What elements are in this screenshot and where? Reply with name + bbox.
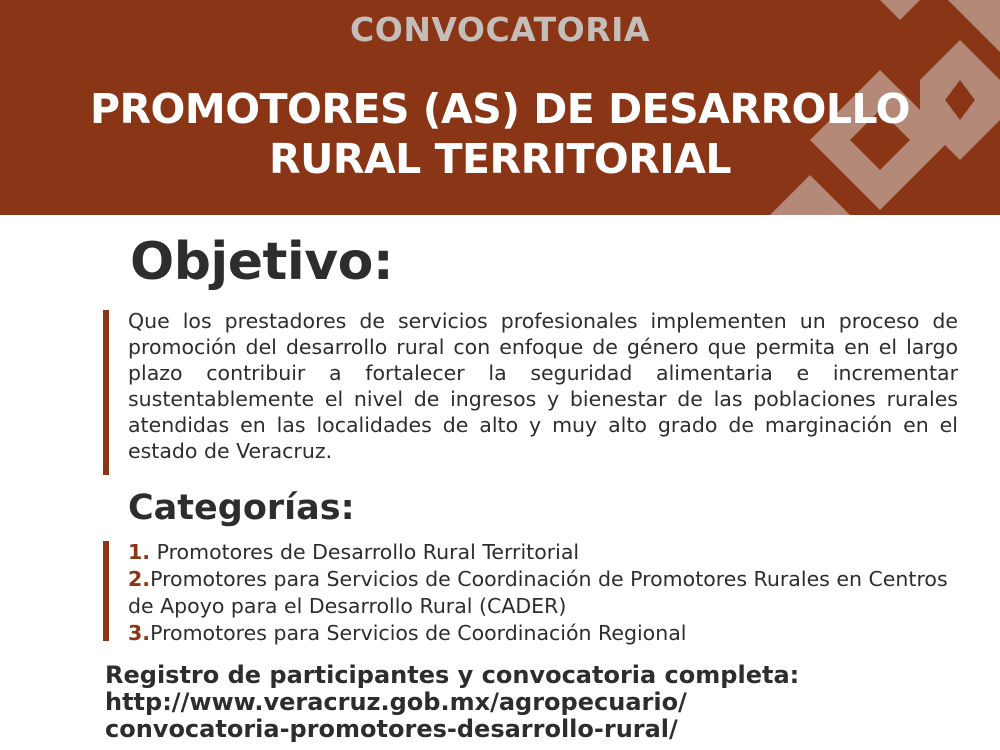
- categories-list: [128, 539, 978, 647]
- convocatoria-label: CONVOCATORIA: [350, 10, 650, 49]
- objective-accent-bar: [103, 310, 109, 475]
- title-line-1: PROMOTORES (AS) DE DESARROLLO: [89, 85, 911, 133]
- title-line-2: RURAL TERRITORIAL: [269, 135, 731, 183]
- registration-block: [105, 662, 985, 743]
- registration-url-line-1[interactable]: http://www.veracruz.gob.mx/agropecuario/: [105, 688, 687, 716]
- list-item-number: 1.: [128, 540, 151, 564]
- registration-url-line-2[interactable]: convocatoria-promotores-desarrollo-rural/: [105, 715, 678, 743]
- objective-text: Que los prestadores de servicios profesionales implementen un proceso de promoción del desarrollo rural con enfoque de género que permita en el largo plazo contribuir a fortalecer la seguridad alimentaria e incrementar sustentablemente el nivel de ingresos y bienestar de las poblaciones rurales atendidas en las localidades de alto y muy alto grado de marginación en el estado de Veracruz.: [128, 309, 958, 463]
- page-title: [40, 84, 960, 184]
- categories-heading: Categorías:: [128, 488, 355, 528]
- list-item-text: Promotores de Desarrollo Rural Territorial: [150, 540, 580, 564]
- categories-accent-bar: [103, 541, 109, 641]
- list-item-text: Promotores para Servicios de Coordinación Regional: [150, 621, 687, 645]
- list-item-text: Promotores para Servicios de Coordinación de Promotores Rurales en Centros de Apoyo para el Desarrollo Rural (CADER): [128, 567, 948, 618]
- list-item-number: 2.: [128, 567, 151, 591]
- list-item-number: 3.: [128, 621, 151, 645]
- header-banner: [0, 0, 1000, 215]
- objective-heading: Objetivo:: [130, 232, 394, 292]
- list-item: [128, 620, 978, 647]
- list-item: [128, 566, 978, 620]
- registration-label: Registro de participantes y convocatoria completa:: [105, 661, 800, 689]
- list-item: [128, 539, 978, 566]
